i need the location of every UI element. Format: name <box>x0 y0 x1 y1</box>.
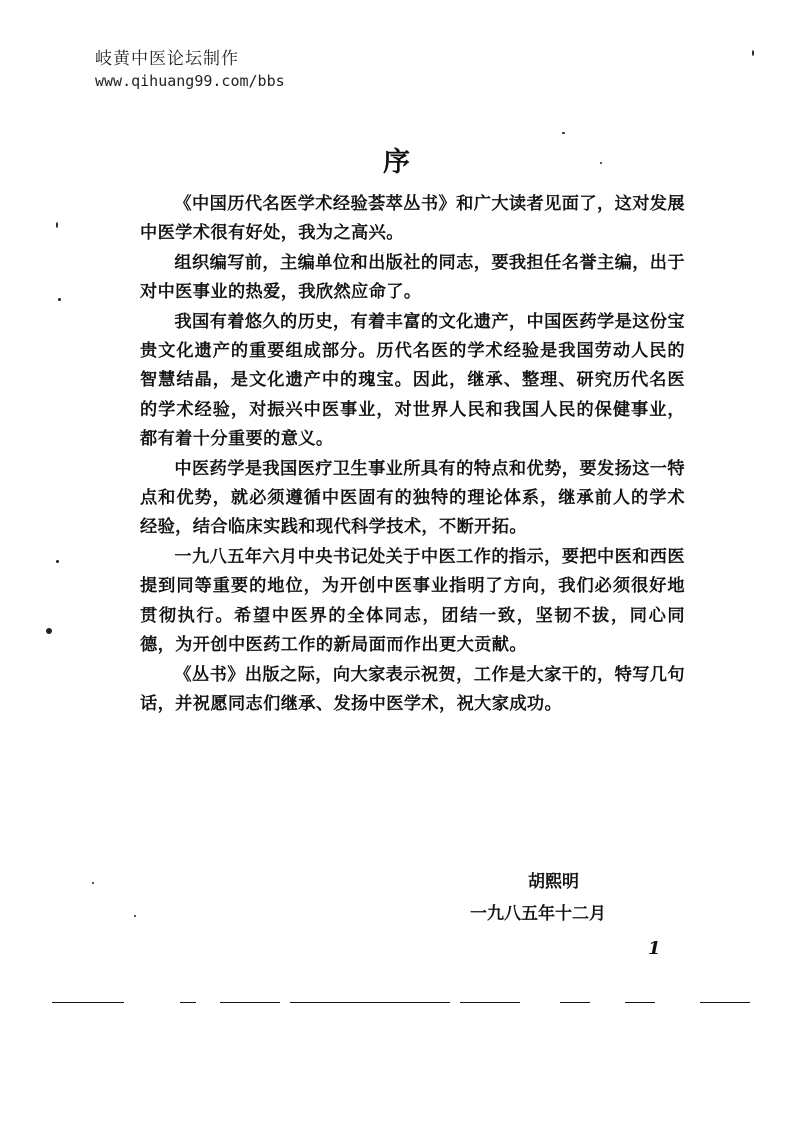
signature-name: 胡熙明 <box>528 872 579 892</box>
watermark-url: www.qihuang99.com/bbs <box>95 72 285 90</box>
paragraph: 组织编写前，主编单位和出版社的同志，要我担任名誉主编，出于对中医事业的热爱，我欣然应命了。 <box>140 252 685 303</box>
scan-speck <box>134 915 136 917</box>
page-number: 1 <box>648 938 661 959</box>
paragraph: 我国有着悠久的历史，有着丰富的文化遗产，中国医药学是这份宝贵文化遗产的重要组成部分。历代名医的学术经验是我国劳动人民的智慧结晶，是文化遗产中的瑰宝。因此，继承、整理、研究历代名医的学术经验，对振兴中医事业，对世界人民和我国人民的保健事业，都有着十分重要的意义。 <box>140 311 685 450</box>
scan-speck <box>562 132 565 134</box>
page-title: 序 <box>383 147 410 178</box>
bottom-rule <box>220 1002 280 1003</box>
paragraph: 一九八五年六月中央书记处关于中医工作的指示，要把中医和西医提到同等重要的地位，为开创中医事业指明了方向，我们必须很好地贯彻执行。希望中医界的全体同志，团结一致，坚韧不拔，同心同德，为开创中医药工作的新局面而作出更大贡献。 <box>140 546 685 656</box>
bottom-rule <box>560 1002 590 1003</box>
paragraph: 《中国历代名医学术经验荟萃丛书》和广大读者见面了，这对发展中医学术很有好处，我为之高兴。 <box>140 194 685 244</box>
bottom-rule <box>290 1002 450 1003</box>
paragraph: 《丛书》出版之际，向大家表示祝贺，工作是大家干的，特写几句话，并祝愿同志们继承、发扬中医学术，祝大家成功。 <box>140 664 685 714</box>
bottom-rule <box>460 1002 520 1003</box>
signature-date: 一九八五年十二月 <box>470 904 606 924</box>
paragraph: 中医药学是我国医疗卫生事业所具有的特点和优势，要发扬这一特点和优势，就必须遵循中医固有的独特的理论体系，继承前人的学术经验，结合临床实践和现代科学技术，不断开拓。 <box>140 458 685 538</box>
scan-speck <box>58 298 61 301</box>
bottom-rule <box>52 1002 124 1003</box>
scan-speck <box>46 628 52 634</box>
watermark <box>95 48 285 92</box>
scan-speck <box>600 162 602 164</box>
bottom-rule <box>625 1002 655 1003</box>
bottom-rule <box>180 1002 196 1003</box>
scan-speck <box>56 222 58 228</box>
signature-block <box>470 866 670 930</box>
watermark-title: 岐黄中医论坛制作 <box>95 49 239 69</box>
scan-speck <box>56 560 59 563</box>
preface-body <box>140 190 685 719</box>
bottom-rule <box>700 1002 750 1003</box>
scan-speck <box>752 50 754 56</box>
scan-speck <box>92 882 94 884</box>
